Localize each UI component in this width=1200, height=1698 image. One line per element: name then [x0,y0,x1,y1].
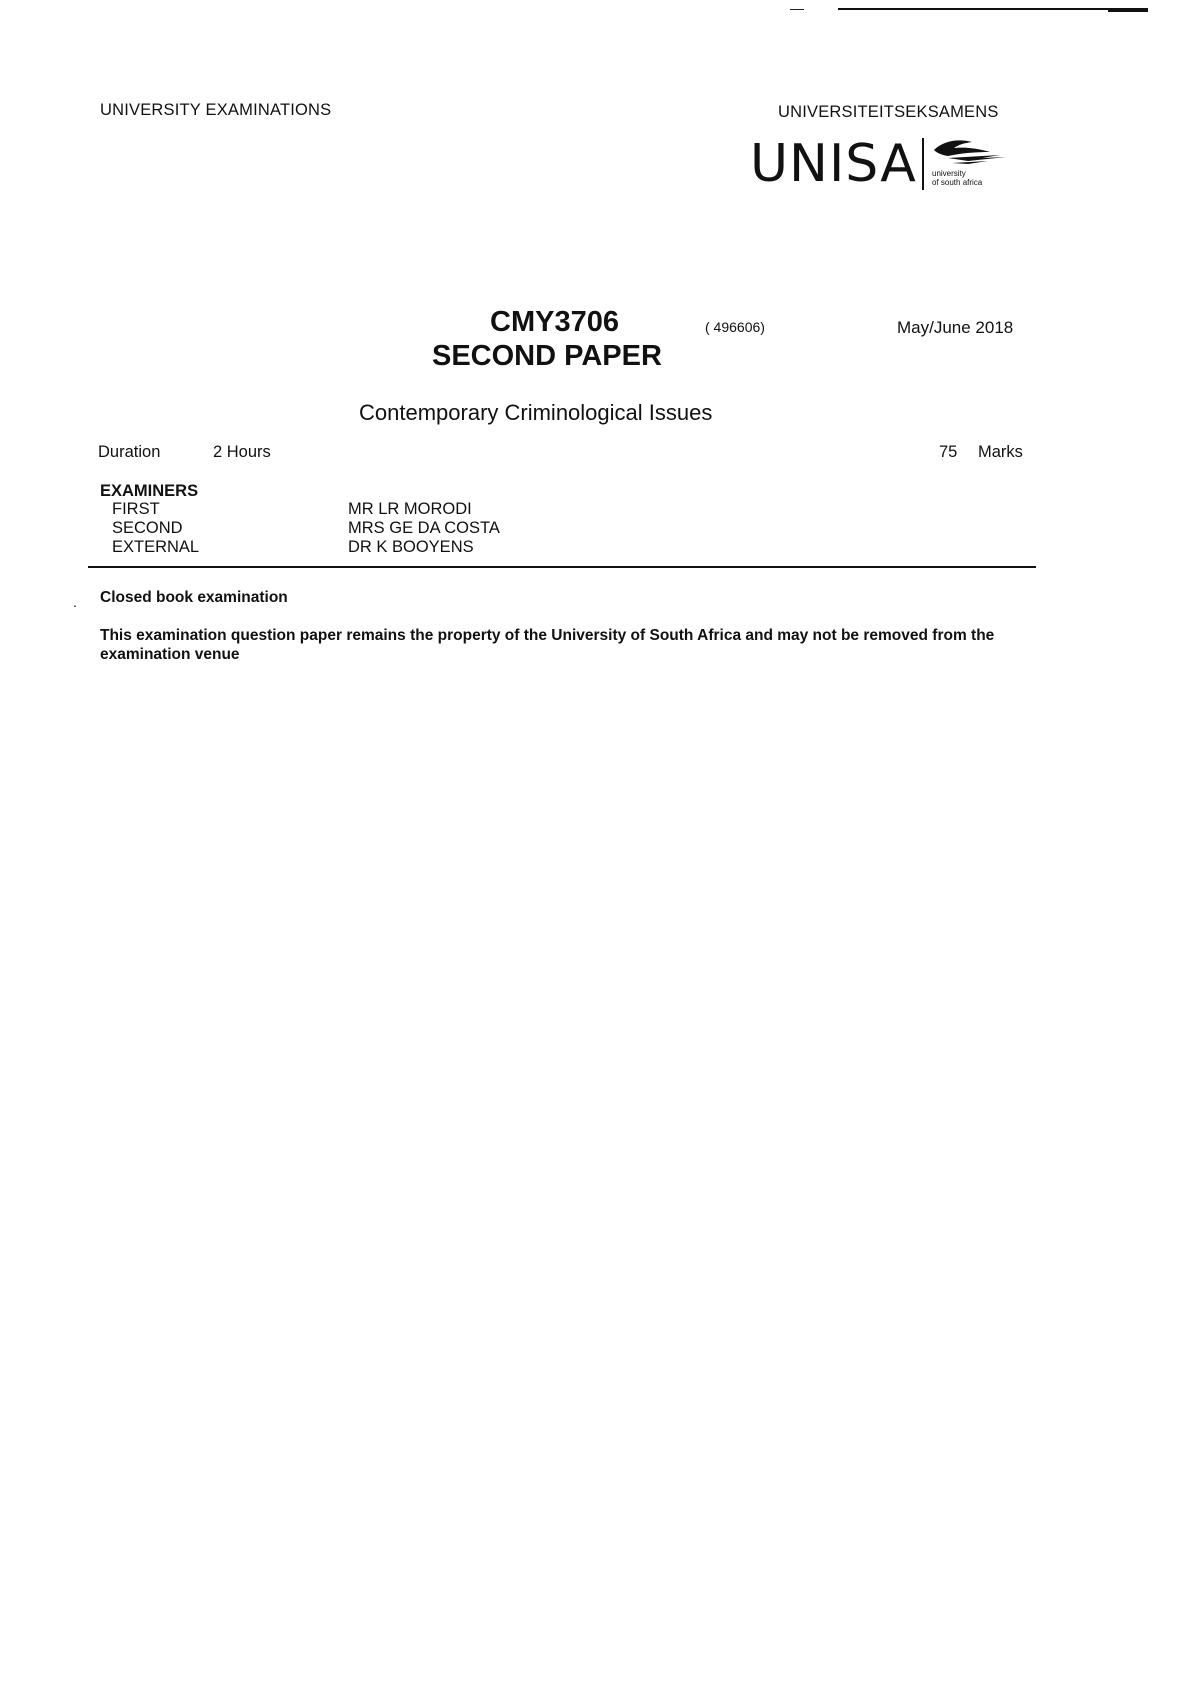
paper-title: SECOND PAPER [432,340,662,372]
scan-artifact-line [838,8,1148,10]
module-code: CMY3706 [490,306,619,338]
scan-artifact-line-tail [1108,9,1148,12]
logo-tagline-1: university [932,169,966,178]
duration-value: 2 Hours [213,443,271,461]
examiner-name: MR LR MORODI [348,500,472,518]
paper-number: ( 496606) [705,319,765,335]
marks-label: Marks [978,443,1023,461]
logo-wordmark: UNISA [750,134,917,194]
header-afrikaans: UNIVERSITEITSEKSAMENS [778,103,999,121]
closed-book-note: Closed book examination [100,589,288,606]
exam-date: May/June 2018 [897,318,1014,337]
header-english: UNIVERSITY EXAMINATIONS [100,101,332,119]
logo-tagline-2: of south africa [932,178,983,187]
examiners-heading: EXAMINERS [100,482,199,500]
examiner-role: FIRST [112,500,160,518]
unisa-bird-icon [928,136,1008,170]
marks-value: 75 [939,443,958,461]
header-divider [88,566,1036,568]
examiner-role: EXTERNAL [112,538,200,556]
examiner-name: DR K BOOYENS [348,538,474,556]
note-bullet: . [73,594,77,610]
module-subject: Contemporary Criminological Issues [359,400,713,425]
scan-artifact-dash [790,9,804,10]
logo-divider [922,138,924,190]
examiner-role: SECOND [112,519,183,537]
property-notice: This examination question paper remains the property of the University of South Africa and may not be removed from the examination venue [100,627,995,663]
unisa-logo [750,136,1015,196]
duration-label: Duration [98,443,161,461]
examiner-name: MRS GE DA COSTA [348,519,500,537]
